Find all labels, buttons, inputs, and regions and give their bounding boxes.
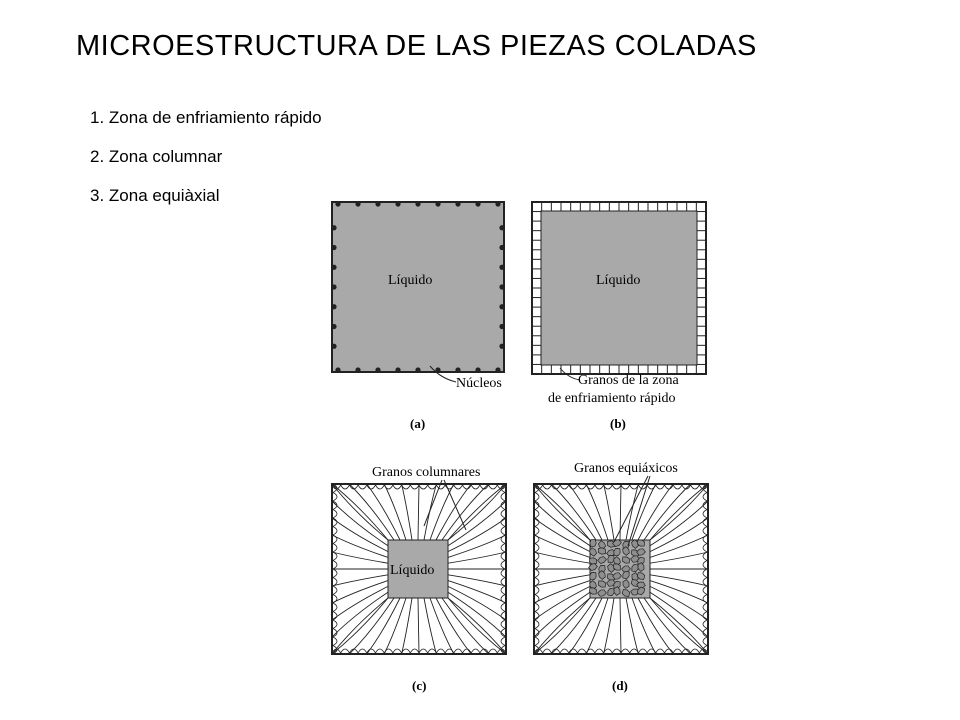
equiaxed-grain [590,573,596,580]
nucleus-dot [395,201,400,206]
columnar-callout: Granos columnares [372,465,481,480]
slide-title: MICROESTRUCTURA DE LAS PIEZAS COLADAS [76,30,757,62]
panel-a [331,201,504,431]
nucleus-dot [375,367,380,372]
panel-b-liquid [541,211,697,365]
chill-callout-line2: de enfriamiento rápido [548,391,676,406]
nucleus-dot [395,367,400,372]
panel-a-caption: (a) [410,416,426,431]
nucleus-dot [475,367,480,372]
panel-c [332,465,506,693]
nucleus-dot [499,304,504,309]
nucleus-dot [455,201,460,206]
nucleus-dot [499,324,504,329]
nucleus-dot [331,265,336,270]
nucleus-dot [331,344,336,349]
panel-a-liquid-label: Líquido [388,273,433,288]
nucleus-dot [499,284,504,289]
equiaxed-grain [613,564,620,570]
nucleus-dot [355,201,360,206]
equiaxed-grain [622,557,629,563]
equiaxed-grain [614,549,620,556]
nucleus-dot [415,367,420,372]
nucleus-dot [335,201,340,206]
panel-c-liquid-label: Líquido [390,563,435,578]
zone-list [90,98,322,215]
nucleus-dot [435,201,440,206]
nucleus-dot [475,201,480,206]
equiaxed-grain [590,539,596,547]
nucleus-dot [495,201,500,206]
nucleus-dot [335,367,340,372]
nucleus-dot [455,367,460,372]
nucleus-dot [415,201,420,206]
nucleus-dot [331,225,336,230]
zone-item-columnar: 2. Zona columnar [90,147,223,166]
nucleus-dot [499,265,504,270]
nucleus-dot [499,245,504,250]
nucleus-dot [495,367,500,372]
zone-item-chill: 1. Zona de enfriamiento rápido [90,108,322,127]
equiaxed-grain [598,581,605,587]
nucleus-dot [331,245,336,250]
equiaxed-callout: Granos equiáxicos [574,461,678,476]
equiaxed-grain [598,548,605,554]
equiaxed-grain [608,556,614,563]
nucleus-dot [355,367,360,372]
nucleus-dot [331,304,336,309]
equiaxed-grain [637,540,644,546]
nucleus-dot [331,324,336,329]
panel-b-caption: (b) [610,416,626,431]
panel-c-caption: (c) [412,678,427,693]
nucleus-dot [375,201,380,206]
nucleus-dot [499,225,504,230]
panel-d [534,461,708,693]
panel-b [532,202,706,431]
panel-d-caption: (d) [612,678,628,693]
panel-b-liquid-label: Líquido [596,273,641,288]
equiaxed-grain [589,558,596,564]
nucleus-dot [331,284,336,289]
solidification-figure [318,192,728,702]
chill-callout-line1: Granos de la zona [578,373,679,388]
nucleus-dot [499,344,504,349]
equiaxed-grain [589,588,596,594]
nuclei-callout: Núcleos [456,376,502,391]
solidification-diagram [318,192,728,702]
zone-item-equiaxed: 3. Zona equiàxial [90,186,220,205]
